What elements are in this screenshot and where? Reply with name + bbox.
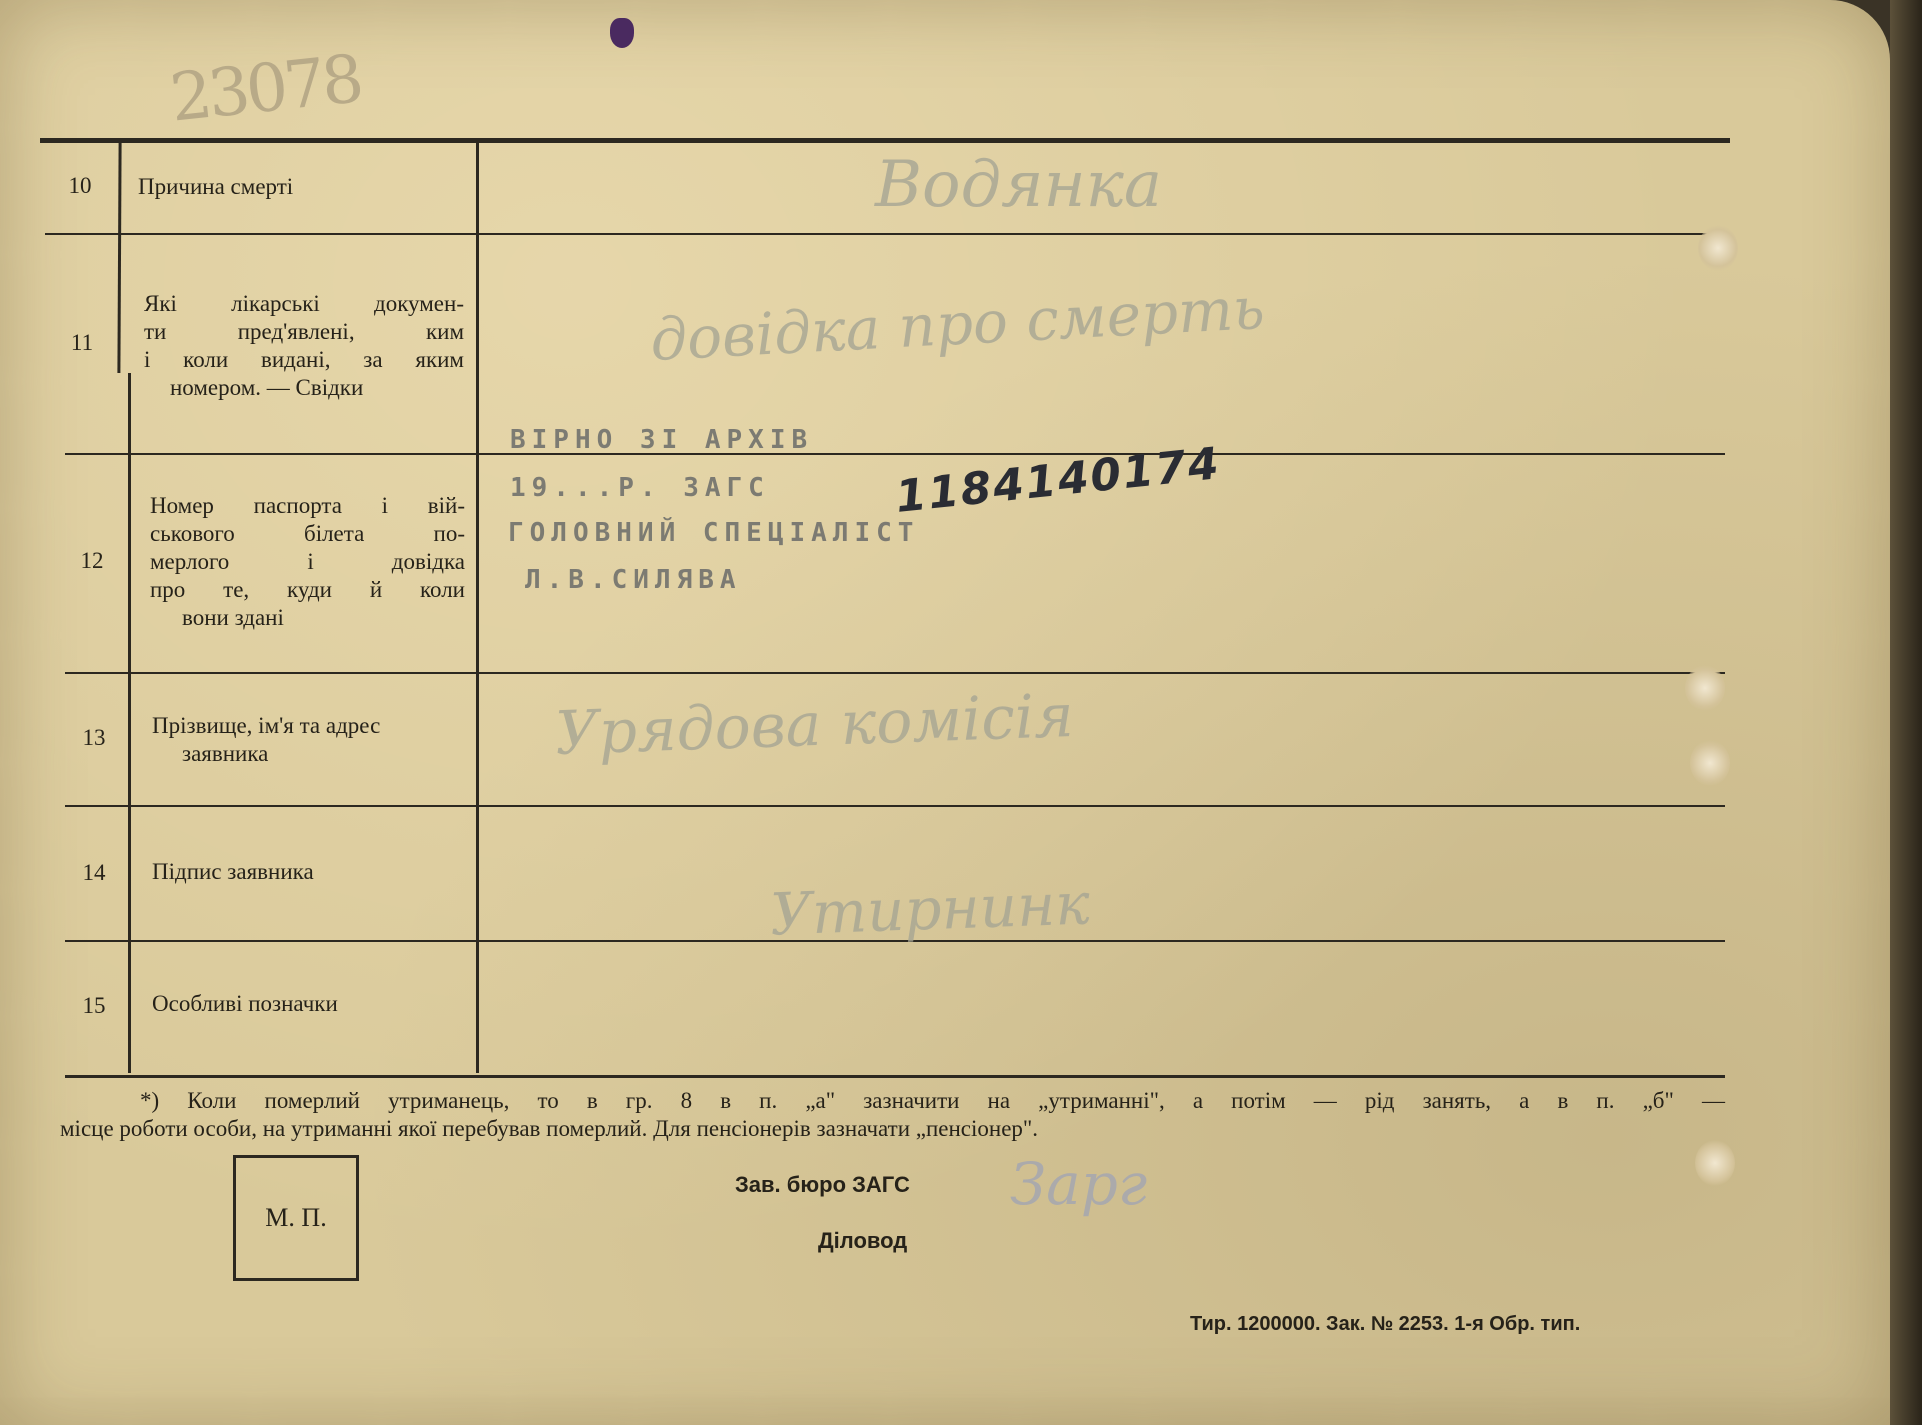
punch-hole xyxy=(1698,225,1738,271)
column-rule xyxy=(128,373,131,1073)
field-label-cause-of-death: Причина смерті xyxy=(138,174,294,199)
head-signature: Зарг xyxy=(1010,1150,1148,1218)
handwritten-medical-doc: довідка про смерть xyxy=(648,273,1267,375)
field-label-special-notes: Особливі позначки xyxy=(152,991,338,1016)
certification-stamp-line: Л.В.СИЛЯВА xyxy=(525,565,742,595)
stamp-number: 1184140174 xyxy=(893,438,1223,523)
row-divider xyxy=(45,233,1725,235)
field-label-applicant-signature: Підпис заявника xyxy=(152,859,314,884)
row-divider xyxy=(65,672,1725,674)
handwritten-signature-applicant: Утирнинк xyxy=(768,869,1091,949)
row-divider xyxy=(65,453,1725,455)
punch-hole xyxy=(1690,740,1730,786)
row-number: 15 xyxy=(82,993,106,1018)
field-label-medical-documents: Які лікарські докумен- ти пред'явлені, ким і коли видані, за яким номером. — Свідки xyxy=(144,291,464,400)
handwritten-cause: Водянка xyxy=(875,148,1163,222)
clerk-label: Діловод xyxy=(818,1228,908,1253)
seal-box-label: М. П. xyxy=(265,1203,327,1232)
page-edge xyxy=(1890,0,1922,1425)
ink-mark xyxy=(610,18,634,48)
column-rule xyxy=(476,143,479,1073)
print-info: Тир. 1200000. Зак. № 2253. 1-я Обр. тип. xyxy=(1190,1313,1581,1335)
table-top-rule xyxy=(40,138,1730,143)
handwritten-applicant: Урядова комісія xyxy=(553,680,1075,770)
certification-stamp-line: 19...Р. ЗАГС xyxy=(510,473,770,503)
row-number: 14 xyxy=(82,860,106,885)
row-number: 13 xyxy=(82,725,106,750)
punch-hole xyxy=(1685,665,1725,711)
archive-number: 23078 xyxy=(166,40,364,137)
field-label-applicant-name: Прізвище, ім'я та адрес заявника xyxy=(152,713,381,766)
seal-box xyxy=(233,1155,359,1281)
field-label-passport: Номер паспорта і вій- ськового білета по- мерлого і довідка про те, куди й коли вони здані xyxy=(150,493,465,630)
row-divider xyxy=(65,805,1725,807)
row-number: 12 xyxy=(80,548,104,573)
table-bottom-rule xyxy=(65,1075,1725,1078)
footnote-line-1: *) Коли померлий утриманець, то в гр. 8 в п. „а" зазначити на „утриманні", а потім — рід занять, а в п. „б" — xyxy=(140,1088,1725,1113)
row-number: 11 xyxy=(70,330,94,355)
certification-stamp-line: ГОЛОВНИЙ СПЕЦІАЛІСТ xyxy=(508,518,920,548)
punch-hole xyxy=(1695,1140,1735,1186)
footnote-line-2: місце роботи особи, на утриманні якої перебував померлий. Для пенсіонерів зазначати „пенсіонер". xyxy=(60,1116,1039,1141)
head-of-registry-label: Зав. бюро ЗАГС xyxy=(735,1172,910,1197)
certification-stamp-line: ВІРНО ЗІ АРХІВ xyxy=(510,425,814,455)
row-number: 10 xyxy=(68,173,92,198)
